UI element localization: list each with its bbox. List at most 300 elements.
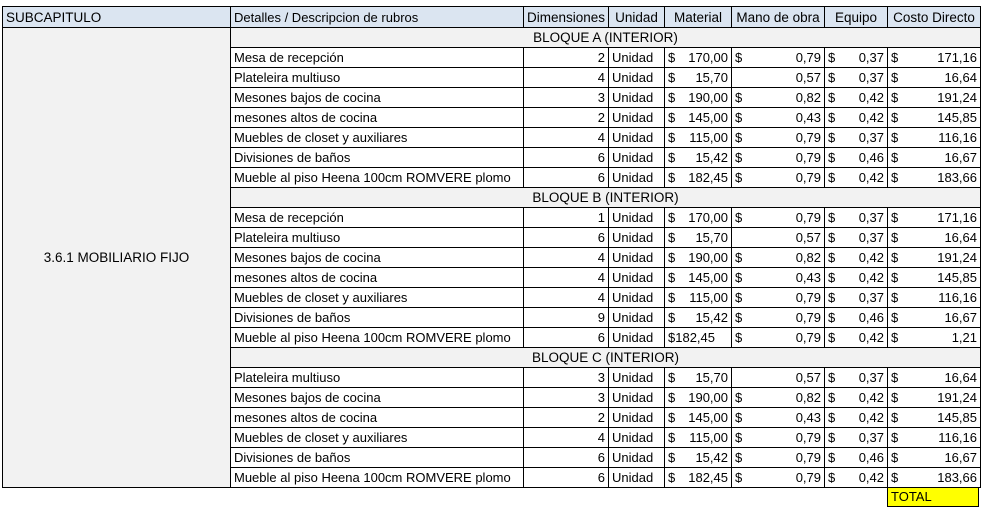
labor-cell-currency: $ (735, 130, 743, 145)
labor-cell[interactable] (732, 128, 825, 148)
equipment-cell-currency: $ (828, 130, 836, 145)
material-cell-amount: 145,00 (688, 270, 728, 285)
material-cell[interactable] (665, 448, 732, 468)
material-cell-currency: $ (668, 390, 676, 405)
labor-cell[interactable] (732, 48, 825, 68)
labor-cell-amount: 0,79 (795, 470, 821, 485)
dimension-cell[interactable]: 4 (524, 248, 609, 268)
equipment-cell[interactable] (825, 48, 888, 68)
material-cell-currency: $ (668, 50, 676, 65)
equipment-cell-amount: 0,37 (858, 130, 884, 145)
labor-cell[interactable] (732, 308, 825, 328)
header-unidad[interactable]: Unidad (609, 7, 665, 28)
unit-cell[interactable]: Unidad (609, 328, 665, 348)
labor-cell[interactable] (732, 228, 825, 248)
material-cell[interactable] (665, 148, 732, 168)
equipment-cell[interactable] (825, 268, 888, 288)
direct-cost-cell[interactable] (888, 68, 981, 88)
equipment-cell-amount: 0,42 (858, 330, 884, 345)
equipment-cell[interactable] (825, 108, 888, 128)
unit-cell[interactable]: Unidad (609, 68, 665, 88)
labor-cell[interactable] (732, 268, 825, 288)
direct-cost-cell-amount: 183,66 (937, 470, 977, 485)
description-cell[interactable]: Mesones bajos de cocina (231, 388, 524, 408)
equipment-cell-amount: 0,46 (858, 150, 884, 165)
equipment-cell-currency: $ (828, 390, 836, 405)
labor-cell[interactable] (732, 288, 825, 308)
direct-cost-cell-currency: $ (891, 270, 899, 285)
direct-cost-cell-amount: 116,16 (938, 290, 977, 305)
dimension-cell[interactable]: 2 (524, 408, 609, 428)
labor-cell-currency: $ (735, 210, 743, 225)
material-cell[interactable] (665, 68, 732, 88)
labor-cell-amount: 0,57 (795, 70, 821, 85)
equipment-cell-amount: 0,46 (858, 310, 884, 325)
labor-cell-amount: 0,79 (795, 150, 821, 165)
labor-cell-amount: 0,82 (795, 390, 821, 405)
material-cell-currency: $ (668, 130, 676, 145)
dimension-cell[interactable]: 4 (524, 68, 609, 88)
description-cell[interactable]: Muebles de closet y auxiliares (231, 128, 524, 148)
block-title[interactable]: BLOQUE A (INTERIOR) (231, 28, 981, 48)
material-cell[interactable] (665, 48, 732, 68)
material-cell-amount: 170,00 (688, 210, 728, 225)
unit-cell[interactable]: Unidad (609, 368, 665, 388)
direct-cost-cell-amount: 191,24 (937, 90, 977, 105)
material-cell[interactable] (665, 368, 732, 388)
direct-cost-cell[interactable] (888, 448, 981, 468)
labor-cell-currency: $ (735, 270, 743, 285)
equipment-cell-amount: 0,46 (858, 450, 884, 465)
equipment-cell-currency: $ (828, 250, 836, 265)
unit-cell[interactable]: Unidad (609, 208, 665, 228)
equipment-cell-currency: $ (828, 430, 836, 445)
direct-cost-cell-currency: $ (891, 130, 899, 145)
labor-cell-currency: $ (735, 390, 743, 405)
material-cell-currency: $ (668, 250, 676, 265)
unit-cell[interactable]: Unidad (609, 128, 665, 148)
direct-cost-cell-currency: $ (891, 210, 899, 225)
equipment-cell-currency: $ (828, 110, 836, 125)
description-cell[interactable]: mesones altos de cocina (231, 108, 524, 128)
direct-cost-cell-amount: 183,66 (937, 170, 977, 185)
dimension-cell[interactable]: 9 (524, 308, 609, 328)
equipment-cell-amount: 0,37 (858, 210, 884, 225)
material-cell-currency: $ (668, 290, 676, 305)
unit-cell[interactable]: Unidad (609, 428, 665, 448)
equipment-cell-amount: 0,37 (858, 290, 884, 305)
equipment-cell-amount: 0,42 (858, 170, 884, 185)
material-cell-amount: 182,45 (688, 470, 728, 485)
material-cell[interactable] (665, 328, 732, 348)
unit-cell[interactable]: Unidad (609, 48, 665, 68)
block-title-row (3, 28, 981, 48)
direct-cost-cell[interactable] (888, 48, 981, 68)
equipment-cell-currency: $ (828, 70, 836, 85)
description-cell[interactable]: Divisiones de baños (231, 148, 524, 168)
dimension-cell[interactable]: 4 (524, 428, 609, 448)
labor-cell-amount: 0,79 (795, 310, 821, 325)
direct-cost-cell-amount: 16,67 (944, 310, 977, 325)
labor-cell-currency: $ (735, 250, 743, 265)
direct-cost-cell-amount: 145,85 (937, 270, 977, 285)
material-cell[interactable] (665, 208, 732, 228)
equipment-cell-currency: $ (828, 210, 836, 225)
equipment-cell-currency: $ (828, 450, 836, 465)
material-cell[interactable] (665, 288, 732, 308)
equipment-cell-amount: 0,37 (858, 230, 884, 245)
material-cell-currency: $ (668, 430, 676, 445)
description-cell[interactable]: Plateleira multiuso (231, 68, 524, 88)
labor-cell-amount: 0,79 (795, 130, 821, 145)
equipment-cell-currency: $ (828, 310, 836, 325)
direct-cost-cell-amount: 16,67 (944, 150, 977, 165)
description-cell[interactable]: mesones altos de cocina (231, 408, 524, 428)
equipment-cell[interactable] (825, 68, 888, 88)
dimension-cell[interactable]: 4 (524, 288, 609, 308)
labor-cell-currency: $ (735, 430, 743, 445)
direct-cost-cell-currency: $ (891, 250, 899, 265)
equipment-cell-amount: 0,42 (858, 410, 884, 425)
direct-cost-cell[interactable] (888, 108, 981, 128)
material-cell[interactable] (665, 308, 732, 328)
material-cell-currency: $ (668, 170, 676, 185)
material-cell[interactable] (665, 88, 732, 108)
direct-cost-cell-currency: $ (891, 170, 899, 185)
unit-cell[interactable]: Unidad (609, 228, 665, 248)
header-detalles[interactable]: Detalles / Descripcion de rubros (231, 7, 524, 28)
description-cell[interactable]: Divisiones de baños (231, 308, 524, 328)
labor-cell-amount: 0,79 (795, 450, 821, 465)
labor-cell[interactable] (732, 408, 825, 428)
material-cell[interactable] (665, 128, 732, 148)
equipment-cell-currency: $ (828, 150, 836, 165)
equipment-cell-currency: $ (828, 270, 836, 285)
equipment-cell[interactable] (825, 128, 888, 148)
direct-cost-cell[interactable] (888, 468, 981, 488)
description-cell[interactable]: mesones altos de cocina (231, 268, 524, 288)
material-cell-amount: 15,42 (695, 450, 728, 465)
equipment-cell[interactable] (825, 308, 888, 328)
direct-cost-cell-amount: 191,24 (937, 250, 977, 265)
equipment-cell-currency: $ (828, 90, 836, 105)
equipment-cell-amount: 0,42 (858, 470, 884, 485)
direct-cost-cell-currency: $ (891, 230, 899, 245)
equipment-cell-currency: $ (828, 470, 836, 485)
equipment-cell-amount: 0,42 (858, 90, 884, 105)
labor-cell-currency: $ (735, 310, 743, 325)
subcapitulo-cell[interactable]: 3.6.1 MOBILIARIO FIJO (3, 28, 231, 488)
direct-cost-cell-amount: 171,16 (937, 50, 977, 65)
labor-cell-currency: $ (735, 50, 743, 65)
dimension-cell[interactable]: 6 (524, 448, 609, 468)
unit-cell[interactable]: Unidad (609, 388, 665, 408)
labor-cell-currency: $ (735, 170, 743, 185)
labor-cell[interactable] (732, 468, 825, 488)
header-material[interactable]: Material (665, 7, 732, 28)
material-cell[interactable] (665, 268, 732, 288)
labor-cell[interactable] (732, 108, 825, 128)
direct-cost-cell[interactable] (888, 268, 981, 288)
equipment-cell-amount: 0,42 (858, 110, 884, 125)
material-cell-currency: $ (668, 410, 676, 425)
dimension-cell[interactable]: 3 (524, 88, 609, 108)
header-equipo[interactable]: Equipo (825, 7, 888, 28)
material-cell-currency: $ (668, 150, 676, 165)
material-cell-amount: 15,42 (695, 150, 728, 165)
dimension-cell[interactable]: 6 (524, 228, 609, 248)
direct-cost-cell[interactable] (888, 168, 981, 188)
direct-cost-cell-amount: 145,85 (937, 110, 977, 125)
header-subcapitulo[interactable]: SUBCAPITULO (3, 7, 231, 28)
equipment-cell[interactable] (825, 388, 888, 408)
labor-cell[interactable] (732, 168, 825, 188)
labor-cell-amount: 0,79 (795, 50, 821, 65)
direct-cost-cell-currency: $ (891, 370, 899, 385)
equipment-cell-amount: 0,37 (858, 50, 884, 65)
equipment-cell[interactable] (825, 148, 888, 168)
direct-cost-cell-amount: 16,64 (944, 70, 977, 85)
dimension-cell[interactable]: 1 (524, 208, 609, 228)
dimension-cell[interactable]: 2 (524, 48, 609, 68)
unit-cell[interactable]: Unidad (609, 248, 665, 268)
direct-cost-cell[interactable] (888, 228, 981, 248)
material-cell-currency: $ (668, 470, 676, 485)
direct-cost-cell[interactable] (888, 368, 981, 388)
material-cell[interactable] (665, 228, 732, 248)
labor-cell-amount: 0,79 (795, 330, 821, 345)
dimension-cell[interactable]: 6 (524, 148, 609, 168)
equipment-cell[interactable] (825, 288, 888, 308)
labor-cell[interactable] (732, 448, 825, 468)
description-cell[interactable]: Mueble al piso Heena 100cm ROMVERE plomo (231, 168, 524, 188)
material-cell-currency: $ (668, 70, 676, 85)
unit-cell[interactable]: Unidad (609, 148, 665, 168)
material-cell[interactable] (665, 408, 732, 428)
direct-cost-cell-currency: $ (891, 410, 899, 425)
direct-cost-cell-currency: $ (891, 470, 899, 485)
labor-cell-amount: 0,79 (795, 210, 821, 225)
dimension-cell[interactable]: 4 (524, 128, 609, 148)
direct-cost-cell-currency: $ (891, 310, 899, 325)
equipment-cell-currency: $ (828, 170, 836, 185)
equipment-cell[interactable] (825, 328, 888, 348)
material-cell[interactable] (665, 388, 732, 408)
material-cell[interactable] (665, 468, 732, 488)
equipment-cell[interactable] (825, 168, 888, 188)
material-cell-amount: 145,00 (688, 110, 728, 125)
material-cell-amount: 115,00 (689, 290, 728, 305)
equipment-cell[interactable] (825, 368, 888, 388)
description-cell[interactable]: Divisiones de baños (231, 448, 524, 468)
labor-cell-amount: 0,43 (795, 110, 821, 125)
description-cell[interactable]: Plateleira multiuso (231, 368, 524, 388)
equipment-cell[interactable] (825, 248, 888, 268)
material-cell-currency: $ (668, 450, 676, 465)
dimension-cell[interactable]: 6 (524, 168, 609, 188)
equipment-cell[interactable] (825, 88, 888, 108)
material-cell-currency: $ (668, 230, 676, 245)
unit-cell[interactable]: Unidad (609, 448, 665, 468)
direct-cost-cell[interactable] (888, 128, 981, 148)
unit-cell[interactable]: Unidad (609, 268, 665, 288)
description-cell[interactable]: Mesones bajos de cocina (231, 88, 524, 108)
labor-cell-amount: 0,79 (795, 430, 821, 445)
total-cell[interactable]: TOTAL (887, 487, 979, 507)
description-cell[interactable]: Muebles de closet y auxiliares (231, 288, 524, 308)
block-title[interactable]: BLOQUE B (INTERIOR) (231, 188, 981, 208)
material-cell-amount: 15,70 (695, 230, 728, 245)
labor-cell[interactable] (732, 208, 825, 228)
labor-cell-amount: 0,79 (795, 170, 821, 185)
labor-cell-currency: $ (735, 90, 743, 105)
equipment-cell-currency: $ (828, 330, 836, 345)
direct-cost-cell-amount: 16,64 (944, 370, 977, 385)
header-mano-obra[interactable]: Mano de obra (732, 7, 825, 28)
material-cell-amount: 15,70 (695, 370, 728, 385)
labor-cell[interactable] (732, 328, 825, 348)
budget-table (2, 6, 981, 488)
direct-cost-cell-amount: 116,16 (938, 130, 977, 145)
labor-cell-currency: $ (735, 110, 743, 125)
material-cell-currency: $ (668, 110, 676, 125)
equipment-cell-currency: $ (828, 50, 836, 65)
equipment-cell[interactable] (825, 468, 888, 488)
material-cell-amount: 182,45 (688, 170, 728, 185)
material-cell-amount: 190,00 (688, 250, 728, 265)
unit-cell[interactable]: Unidad (609, 168, 665, 188)
direct-cost-cell[interactable] (888, 148, 981, 168)
labor-cell-amount: 0,79 (795, 290, 821, 305)
material-cell[interactable] (665, 108, 732, 128)
direct-cost-cell-currency: $ (891, 430, 899, 445)
material-cell[interactable] (665, 168, 732, 188)
direct-cost-cell-amount: 16,64 (944, 230, 977, 245)
direct-cost-cell-currency: $ (891, 390, 899, 405)
dimension-cell[interactable]: 4 (524, 268, 609, 288)
direct-cost-cell[interactable] (888, 288, 981, 308)
unit-cell[interactable]: Unidad (609, 108, 665, 128)
equipment-cell-amount: 0,42 (858, 390, 884, 405)
header-costo-directo[interactable]: Costo Directo (888, 7, 981, 28)
equipment-cell-currency: $ (828, 230, 836, 245)
labor-cell[interactable] (732, 388, 825, 408)
labor-cell-amount: 0,57 (795, 230, 821, 245)
equipment-cell-currency: $ (828, 290, 836, 305)
direct-cost-cell-amount: 16,67 (944, 450, 977, 465)
direct-cost-cell-amount: 1,21 (951, 330, 977, 345)
labor-cell[interactable] (732, 148, 825, 168)
labor-cell-amount: 0,57 (795, 370, 821, 385)
material-cell-amount: 115,00 (689, 130, 728, 145)
direct-cost-cell[interactable] (888, 208, 981, 228)
direct-cost-cell[interactable] (888, 388, 981, 408)
material-cell-amount: 190,00 (688, 90, 728, 105)
direct-cost-cell-currency: $ (891, 290, 899, 305)
material-cell-amount: 115,00 (689, 430, 728, 445)
block-title[interactable]: BLOQUE C (INTERIOR) (231, 348, 981, 368)
dimension-cell[interactable]: 6 (524, 468, 609, 488)
equipment-cell-amount: 0,42 (858, 250, 884, 265)
direct-cost-cell-amount: 171,16 (937, 210, 977, 225)
description-cell[interactable]: Mueble al piso Heena 100cm ROMVERE plomo (231, 328, 524, 348)
direct-cost-cell-amount: 145,85 (937, 410, 977, 425)
material-cell-currency: $182,45 (668, 330, 715, 345)
direct-cost-cell-currency: $ (891, 110, 899, 125)
equipment-cell-amount: 0,37 (858, 70, 884, 85)
material-cell-amount: 190,00 (688, 390, 728, 405)
unit-cell[interactable]: Unidad (609, 88, 665, 108)
equipment-cell-currency: $ (828, 370, 836, 385)
labor-cell-currency: $ (735, 290, 743, 305)
labor-cell[interactable] (732, 68, 825, 88)
equipment-cell[interactable] (825, 408, 888, 428)
labor-cell-amount: 0,82 (795, 90, 821, 105)
dimension-cell[interactable]: 3 (524, 388, 609, 408)
direct-cost-cell[interactable] (888, 308, 981, 328)
material-cell[interactable] (665, 428, 732, 448)
labor-cell-currency: $ (735, 330, 743, 345)
description-cell[interactable]: Plateleira multiuso (231, 228, 524, 248)
unit-cell[interactable]: Unidad (609, 408, 665, 428)
labor-cell[interactable] (732, 428, 825, 448)
labor-cell-currency: $ (735, 470, 743, 485)
direct-cost-cell[interactable] (888, 88, 981, 108)
labor-cell-currency: $ (735, 450, 743, 465)
material-cell-currency: $ (668, 370, 676, 385)
equipment-cell[interactable] (825, 428, 888, 448)
direct-cost-cell[interactable] (888, 328, 981, 348)
direct-cost-cell[interactable] (888, 428, 981, 448)
material-cell-amount: 15,42 (695, 310, 728, 325)
material-cell-currency: $ (668, 210, 676, 225)
direct-cost-cell-currency: $ (891, 70, 899, 85)
direct-cost-cell-amount: 191,24 (937, 390, 977, 405)
labor-cell[interactable] (732, 368, 825, 388)
description-cell[interactable]: Muebles de closet y auxiliares (231, 428, 524, 448)
direct-cost-cell-currency: $ (891, 150, 899, 165)
equipment-cell[interactable] (825, 448, 888, 468)
material-cell-currency: $ (668, 270, 676, 285)
unit-cell[interactable]: Unidad (609, 288, 665, 308)
description-cell[interactable]: Mueble al piso Heena 100cm ROMVERE plomo (231, 468, 524, 488)
direct-cost-cell[interactable] (888, 248, 981, 268)
material-cell-currency: $ (668, 310, 676, 325)
description-cell[interactable]: Mesones bajos de cocina (231, 248, 524, 268)
direct-cost-cell[interactable] (888, 408, 981, 428)
direct-cost-cell-currency: $ (891, 450, 899, 465)
description-cell[interactable]: Mesa de recepción (231, 208, 524, 228)
labor-cell-currency: $ (735, 410, 743, 425)
labor-cell[interactable] (732, 248, 825, 268)
equipment-cell[interactable] (825, 208, 888, 228)
labor-cell[interactable] (732, 88, 825, 108)
dimension-cell[interactable]: 2 (524, 108, 609, 128)
dimension-cell[interactable]: 6 (524, 328, 609, 348)
material-cell[interactable] (665, 248, 732, 268)
header-dimensiones[interactable]: Dimensiones (524, 7, 609, 28)
unit-cell[interactable]: Unidad (609, 308, 665, 328)
equipment-cell-amount: 0,42 (858, 270, 884, 285)
unit-cell[interactable]: Unidad (609, 468, 665, 488)
dimension-cell[interactable]: 3 (524, 368, 609, 388)
labor-cell-amount: 0,43 (795, 270, 821, 285)
equipment-cell-currency: $ (828, 410, 836, 425)
equipment-cell[interactable] (825, 228, 888, 248)
description-cell[interactable]: Mesa de recepción (231, 48, 524, 68)
labor-cell-amount: 0,43 (795, 410, 821, 425)
material-cell-amount: 15,70 (695, 70, 728, 85)
